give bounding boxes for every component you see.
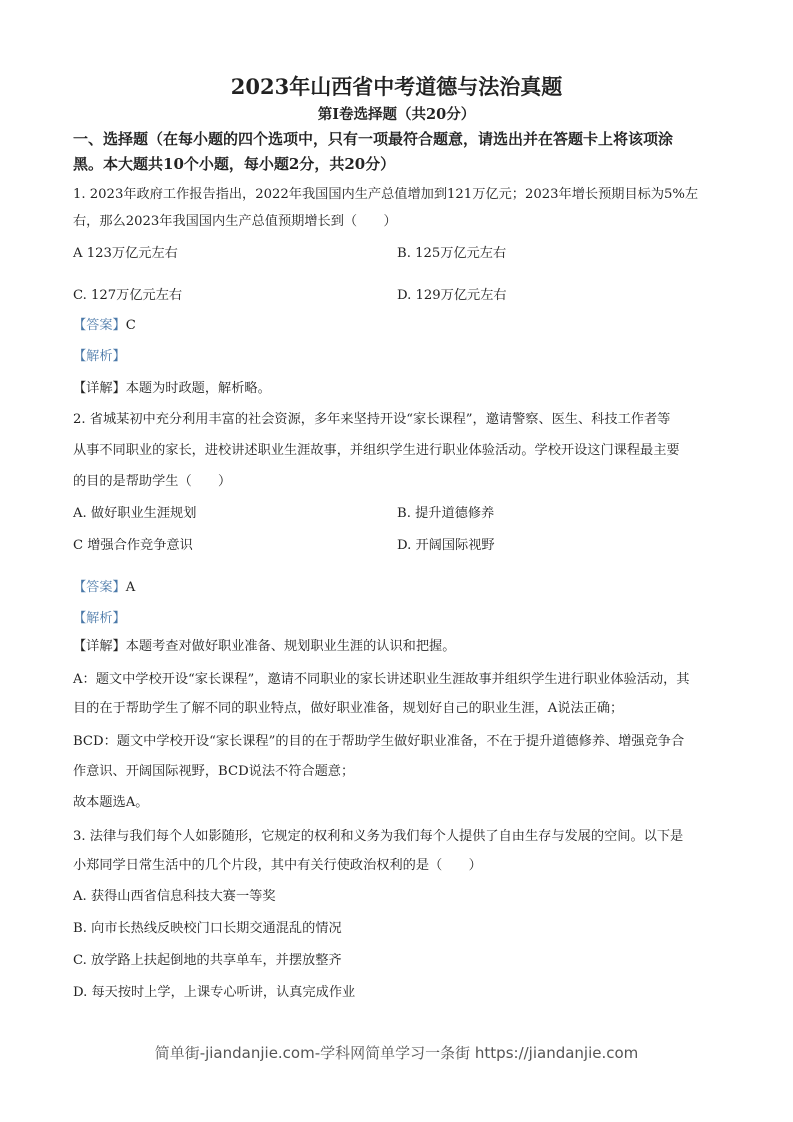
question-text: 3. 法律与我们每个人如影随形，它规定的权利和义务为我们每个人提供了自由生存与发展的空间。以下是 — [73, 829, 684, 844]
detail-text: 作意识、开阔国际视野，BCD说法不符合题意； — [73, 764, 355, 779]
footer-watermark: 简单街-jiandanjie.com-学科网简单学习一条街 https://jiandanjie.com — [154, 1044, 639, 1062]
option-c: C. 127万亿元左右 — [73, 288, 183, 303]
detail-text: 【详解】本题为时政题，解析略。 — [73, 381, 271, 396]
option-a: A. 做好职业生涯规划 — [73, 506, 197, 521]
detail-text: A：题文中学校开设“家长课程”，邀请不同职业的家长讲述职业生涯故事并组织学生进行职业体验活动，其 — [73, 672, 690, 687]
question-text: 1. 2023年政府工作报告指出，2022年我国国内生产总值增加到121万亿元；2023年增长预期目标为5%左 — [73, 187, 699, 202]
section-instructions-line-1: 一、选择题（在每小题的四个选项中，只有一项最符合题意，请选出并在答题卡上将该项涂 — [73, 130, 674, 148]
option-b: B. 向市长热线反映校门口长期交通混乱的情况 — [73, 921, 342, 936]
question-text: 从事不同职业的家长，进校讲述职业生涯故事，并组织学生进行职业体验活动。学校开设这门课程最主要 — [73, 443, 680, 458]
answer-value: A — [125, 580, 136, 595]
option-d: D. 每天按时上学，上课专心听讲，认真完成作业 — [73, 985, 356, 1000]
option-b: B. 提升道德修养 — [397, 506, 495, 521]
detail-text: 故本题选A。 — [73, 795, 149, 810]
answer-value: C — [125, 318, 136, 333]
option-d: D. 129万亿元左右 — [397, 288, 507, 303]
analysis-label: 【解析】 — [73, 611, 126, 626]
answer-label: 【答案】 — [73, 580, 126, 595]
option-a: A. 获得山西省信息科技大赛一等奖 — [73, 889, 276, 904]
option-c: C 增强合作竞争意识 — [73, 538, 193, 553]
question-text: 小郑同学日常生活中的几个片段，其中有关行使政治权利的是（ ） — [73, 858, 482, 873]
question-text: 2. 省城某初中充分利用丰富的社会资源，多年来坚持开设“家长课程”，邀请警察、医生、科技工作者等 — [73, 412, 671, 427]
detail-text: 目的在于帮助学生了解不同的职业特点，做好职业准备，规划好自己的职业生涯，A说法正确； — [73, 701, 624, 716]
option-b: B. 125万亿元左右 — [397, 246, 507, 261]
question-text: 的目的是帮助学生（ ） — [73, 474, 232, 489]
answer — [73, 317, 136, 335]
question-text: 右，那么2023年我国国内生产总值预期增长到（ ） — [73, 214, 397, 229]
answer-label: 【答案】 — [73, 318, 126, 333]
detail-text: BCD：题文中学校开设“家长课程”的目的在于帮助学生做好职业准备，不在于提升道德修养、增强竞争合 — [73, 734, 685, 749]
part-subtitle: 第Ⅰ卷选择题（共20分） — [317, 106, 476, 123]
answer — [73, 579, 135, 597]
section-instructions-line-2: 黑。本大题共10个小题，每小题2分，共20分） — [73, 155, 396, 173]
document-title: 2023年山西省中考道德与法治真题 — [230, 74, 563, 99]
detail-text: 【详解】本题考查对做好职业准备、规划职业生涯的认识和把握。 — [73, 639, 456, 654]
option-d: D. 开阔国际视野 — [397, 538, 495, 553]
option-c: C. 放学路上扶起倒地的共享单车，并摆放整齐 — [73, 953, 342, 968]
option-a: A 123万亿元左右 — [73, 246, 178, 261]
analysis-label: 【解析】 — [73, 349, 126, 364]
